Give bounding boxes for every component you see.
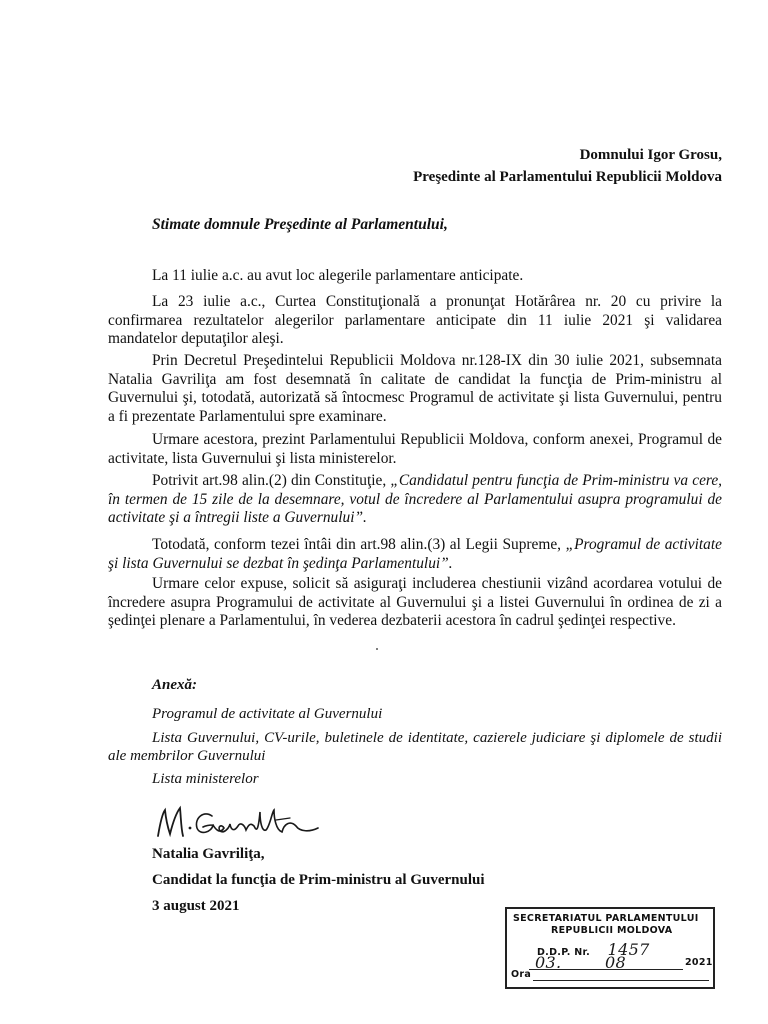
stamp-ora-label: Ora [511,969,532,980]
stamp-date-underline [529,969,683,970]
paragraph-4-text: Urmare acestora, prezint Parlamentului Republicii Moldova, conform anexei, Programul de activitate, lista Guvernului şi lista ministerelor. [108,431,722,467]
stamp-ora-line [533,980,709,981]
annex-heading: Anexă: [152,677,197,693]
annex-item-1: Programul de activitate al Guvernului [152,706,383,722]
paragraph-4 [108,431,722,468]
paragraph-5-lead: Potrivit art.98 alin.(2) din Constituţie, [152,472,391,489]
paragraph-5 [108,472,722,528]
salutation: Stimate domnule Preşedinte al Parlamentului, [152,216,448,233]
stamp-line-2: REPUBLICII MOLDOVA [551,925,673,936]
addressee-name: Domnului Igor Grosu, [579,147,722,163]
paragraph-5-quote: „Candidatul pentru funcţia de Prim-ministru va cere, în termen de 15 zile de la desemnare, votul de încredere al Parlamentului asupra programului de activitate şi a întregii liste a Guvernului”. [108,472,722,527]
paragraph-7-text: Urmare celor expuse, solicit să asiguraţi includerea chestiunii vizând acordarea votului de încredere asupra Programului de activitate al Guvernului şi a listei Guvernului în ordinea de zi a şedinţei plenare a Parlamentului, în vederea dezbaterii acestora în cadrul şedinţei respective. [108,575,722,630]
stamp-date-year: 2021 [685,957,713,968]
annex-item-2: Lista Guvernului, CV-urile, buletinele de identitate, cazierele judiciare şi diplomele de studii ale membrilor Guvernului [108,730,722,764]
signatory-position: Candidat la funcţia de Prim-ministru al Guvernului [152,872,485,888]
paragraph-2 [108,293,722,349]
addressee-title: Preşedinte al Parlamentului Republicii Moldova [413,169,722,185]
paragraph-3 [108,352,722,426]
stamp-dp-number: 1457 [607,940,650,959]
signatory-name: Natalia Gavriliţa, [152,846,265,862]
stamp-dp-label: D.D.P. Nr. [537,947,591,958]
stamp-date-day: 03. [535,953,562,972]
registration-stamp [505,907,715,989]
annex-item-3: Lista ministerelor [152,771,259,787]
paragraph-6 [108,536,722,573]
paragraph-6-lead: Totodată, conform tezei întâi din art.98 alin.(3) al Legii Supreme, [152,536,566,553]
scan-speck [376,648,378,650]
paragraph-6-quote: „Programul de activitate şi lista Guvernului se dezbat în şedinţa Parlamentului”. [108,536,722,572]
stamp-date-month: 08 [605,953,626,972]
handwritten-signature [150,798,350,848]
paragraph-2-text: La 23 iulie a.c., Curtea Constituţională a pronunţat Hotărârea nr. 20 cu privire la confirmarea rezultatelor alegerilor parlamentare anticipate din 11 iulie 2021 şi validarea mandatelor deputaţilor aleşi. [108,293,722,348]
paragraph-1-text: La 11 iulie a.c. au avut loc alegerile parlamentare anticipate. [152,267,524,284]
paragraph-7 [108,575,722,631]
paragraph-3-text: Prin Decretul Preşedintelui Republicii Moldova nr.128-IX din 30 iulie 2021, subsemnata Natalia Gavriliţa am fost desemnată în calitate de candidat la funcţia de Prim-ministru al Guvernului şi, totodată, autorizată să întocmesc Programul de activitate şi lista Guvernului, pentru a fi prezentate Parlamentului spre examinare. [108,352,722,425]
stamp-date-row [513,953,713,972]
stamp-line-1: SECRETARIATUL PARLAMENTULUI [513,913,699,924]
document-date: 3 august 2021 [152,898,240,914]
paragraph-1 [108,267,722,286]
